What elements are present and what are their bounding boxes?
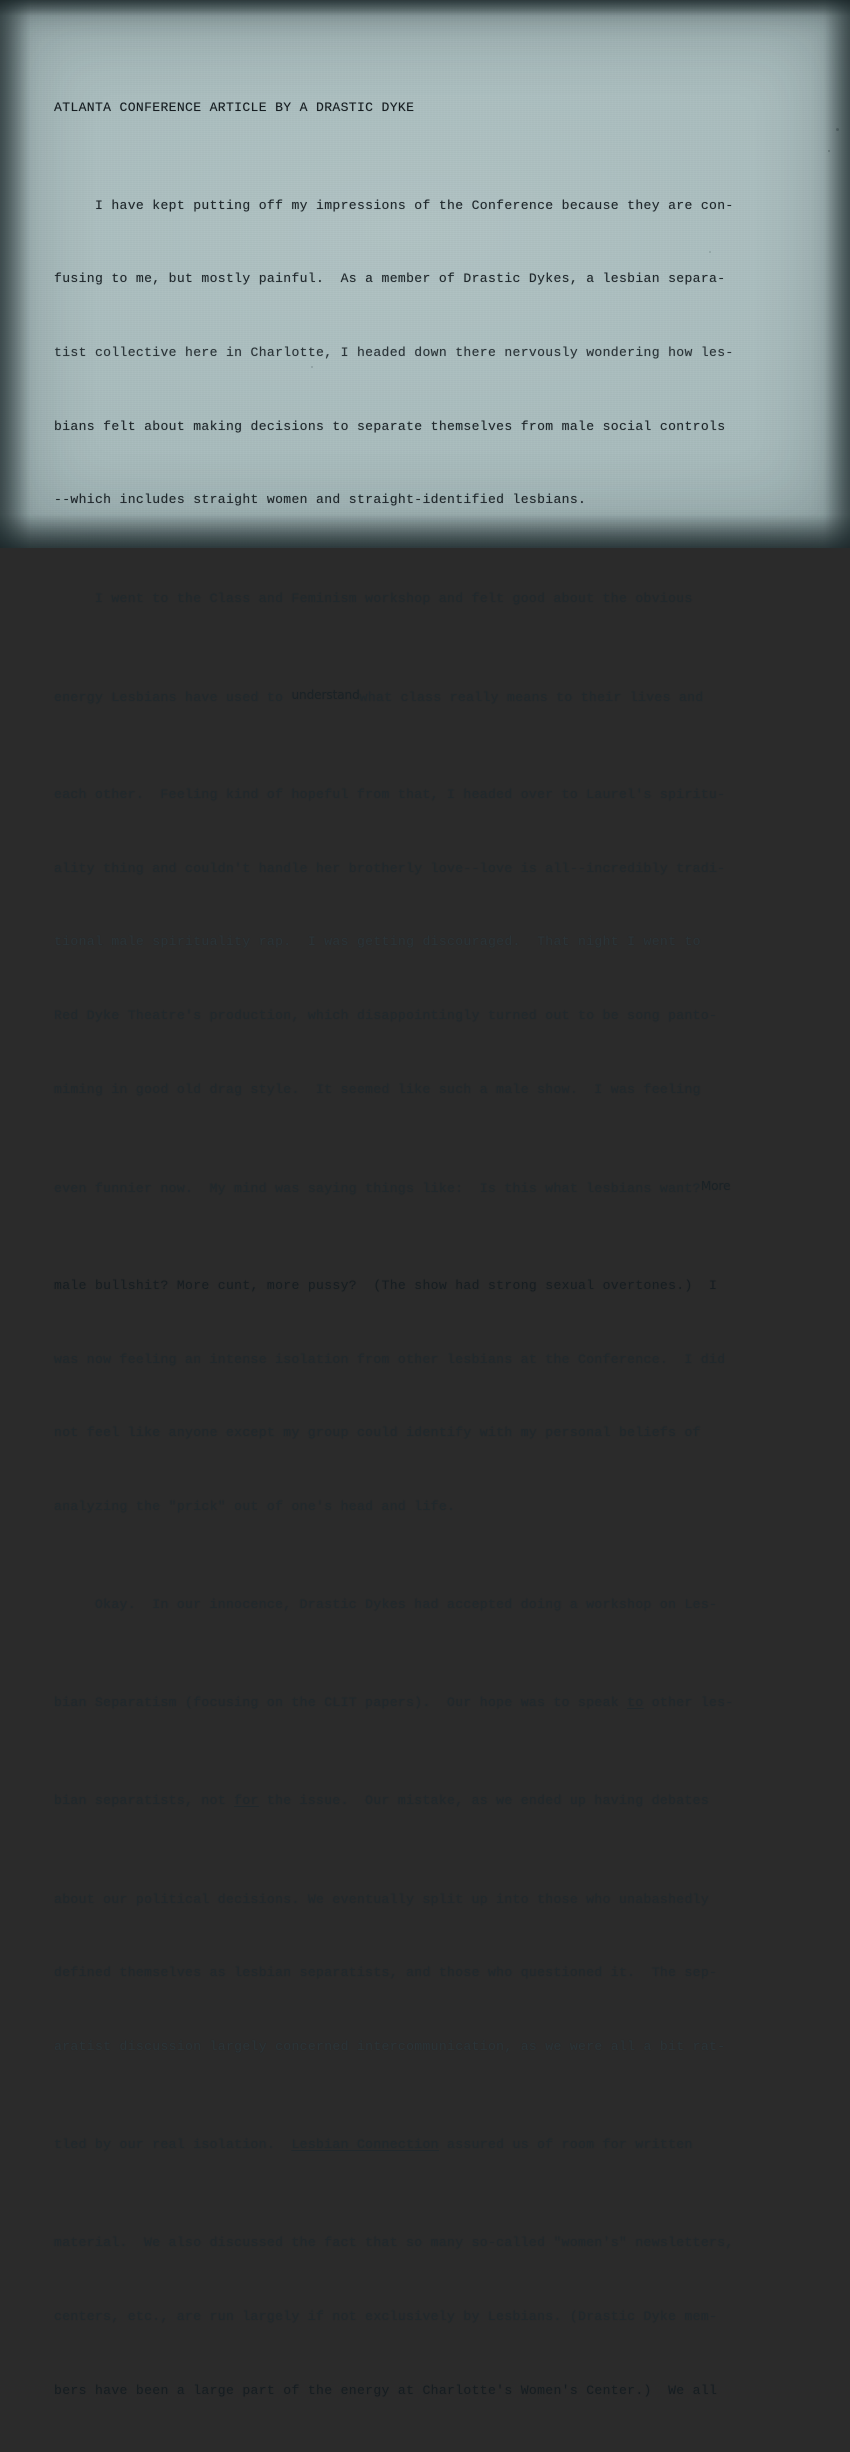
body-line: male bullshit? More cunt, more pussy? (The show had strong sexual overtones.) I: [54, 1277, 718, 1293]
body-line-text: other les-: [643, 1695, 734, 1711]
body-line-text: what class really means to their lives and: [359, 689, 704, 705]
body-line-with-correction: [54, 685, 814, 710]
body-line: was now feeling an intense isolation from other lesbians at the Conference. I did: [54, 1351, 726, 1367]
body-line: [54, 1691, 814, 1716]
body-line: miming in good old drag style. It seemed like such a male show. I was feeling: [54, 1081, 701, 1097]
typed-correction-more: More: [700, 1179, 731, 1194]
scan-speck: [311, 366, 313, 368]
body-line-text: bian separatists, not: [54, 1793, 235, 1809]
body-line-text: energy Lesbians have used to: [54, 689, 292, 705]
body-line: about our political decisions. We eventually split up into those who unabashedly: [54, 1891, 710, 1907]
body-line: centers, etc., are run largely if not exclusively by Lesbians. (Drastic Dyke mem-: [54, 2308, 718, 2324]
body-line: each other. Feeling kind of hopeful from that, I headed over to Laurel's spiritu-: [54, 786, 726, 802]
body-line: [54, 1789, 814, 1814]
body-line-text: bian Separatism (focusing on the CLIT papers). Our hope was to speak: [54, 1695, 628, 1711]
body-line-text: tled by our real isolation.: [54, 2137, 292, 2153]
body-line: bers have been a large part of the energy at Charlotte's Women's Center.) We all: [54, 2382, 718, 2398]
scan-edge-bottom: [0, 514, 850, 548]
body-line: ality thing and couldn't handle her brotherly love--love is all--incredibly tradi-: [54, 860, 726, 876]
body-line: bians felt about making decisions to separate themselves from male social controls: [54, 418, 726, 434]
body-line: not feel like anyone except my group could identify with my personal beliefs of: [54, 1425, 701, 1441]
body-line-text: I went to the Class and Feminism workshop and felt good about the obvious: [54, 590, 693, 606]
body-line-text: even funnier now. My mind was saying things like: Is this what lesbians want?: [54, 1180, 701, 1196]
underlined-word-to: to: [627, 1695, 644, 1711]
document-title: ATLANTA CONFERENCE ARTICLE BY A DRASTIC DYKE: [54, 99, 415, 115]
body-line: aratist discussion largely concerned intercommunication, as we were all a bit rat-: [54, 2038, 726, 2054]
body-line: analyzing the "prick" out of one's head and life.: [54, 1498, 456, 1514]
body-line: [54, 2133, 814, 2158]
body-line: Red Dyke Theatre's production, which disappointingly turned out to be song panto-: [54, 1007, 718, 1023]
body-line: I have kept putting off my impressions of the Conference because they are con-: [54, 197, 734, 213]
typewritten-text-block: [54, 22, 814, 2452]
typed-correction-understand: understand: [291, 688, 360, 703]
body-line: tional male spirituality rap. I was getting discouraged. That night I went to: [54, 934, 701, 950]
scan-edge-right: [824, 0, 850, 548]
body-line-text: the issue. Our mistake, as we ended up having debates: [258, 1793, 710, 1809]
scan-edge-top: [0, 0, 850, 16]
body-line: Okay. In our innocence, Drastic Dykes had accepted doing a workshop on Les-: [54, 1597, 718, 1612]
scan-edge-left: [0, 0, 30, 548]
body-line: --which includes straight women and straight-identified lesbians.: [54, 492, 587, 508]
body-line-with-correction: [54, 1176, 814, 1201]
body-line: defined themselves as lesbian separatists, and those who questioned it. The sep-: [54, 1965, 718, 1981]
body-line-text: assured us of room for written: [438, 2137, 693, 2153]
underlined-title-lesbian-connection: Lesbian Connection: [291, 2137, 439, 2153]
scan-speck: [709, 251, 711, 253]
body-line: [54, 587, 814, 612]
body-line: tist collective here in Charlotte, I headed down there nervously wondering how les-: [54, 345, 734, 361]
underlined-word-for: for: [234, 1793, 259, 1809]
body-line: fusing to me, but mostly painful. As a member of Drastic Dykes, a lesbian separa-: [54, 271, 726, 287]
body-line: material. We also discussed the fact that so many so-called "women's" newsletters,: [54, 2235, 734, 2251]
